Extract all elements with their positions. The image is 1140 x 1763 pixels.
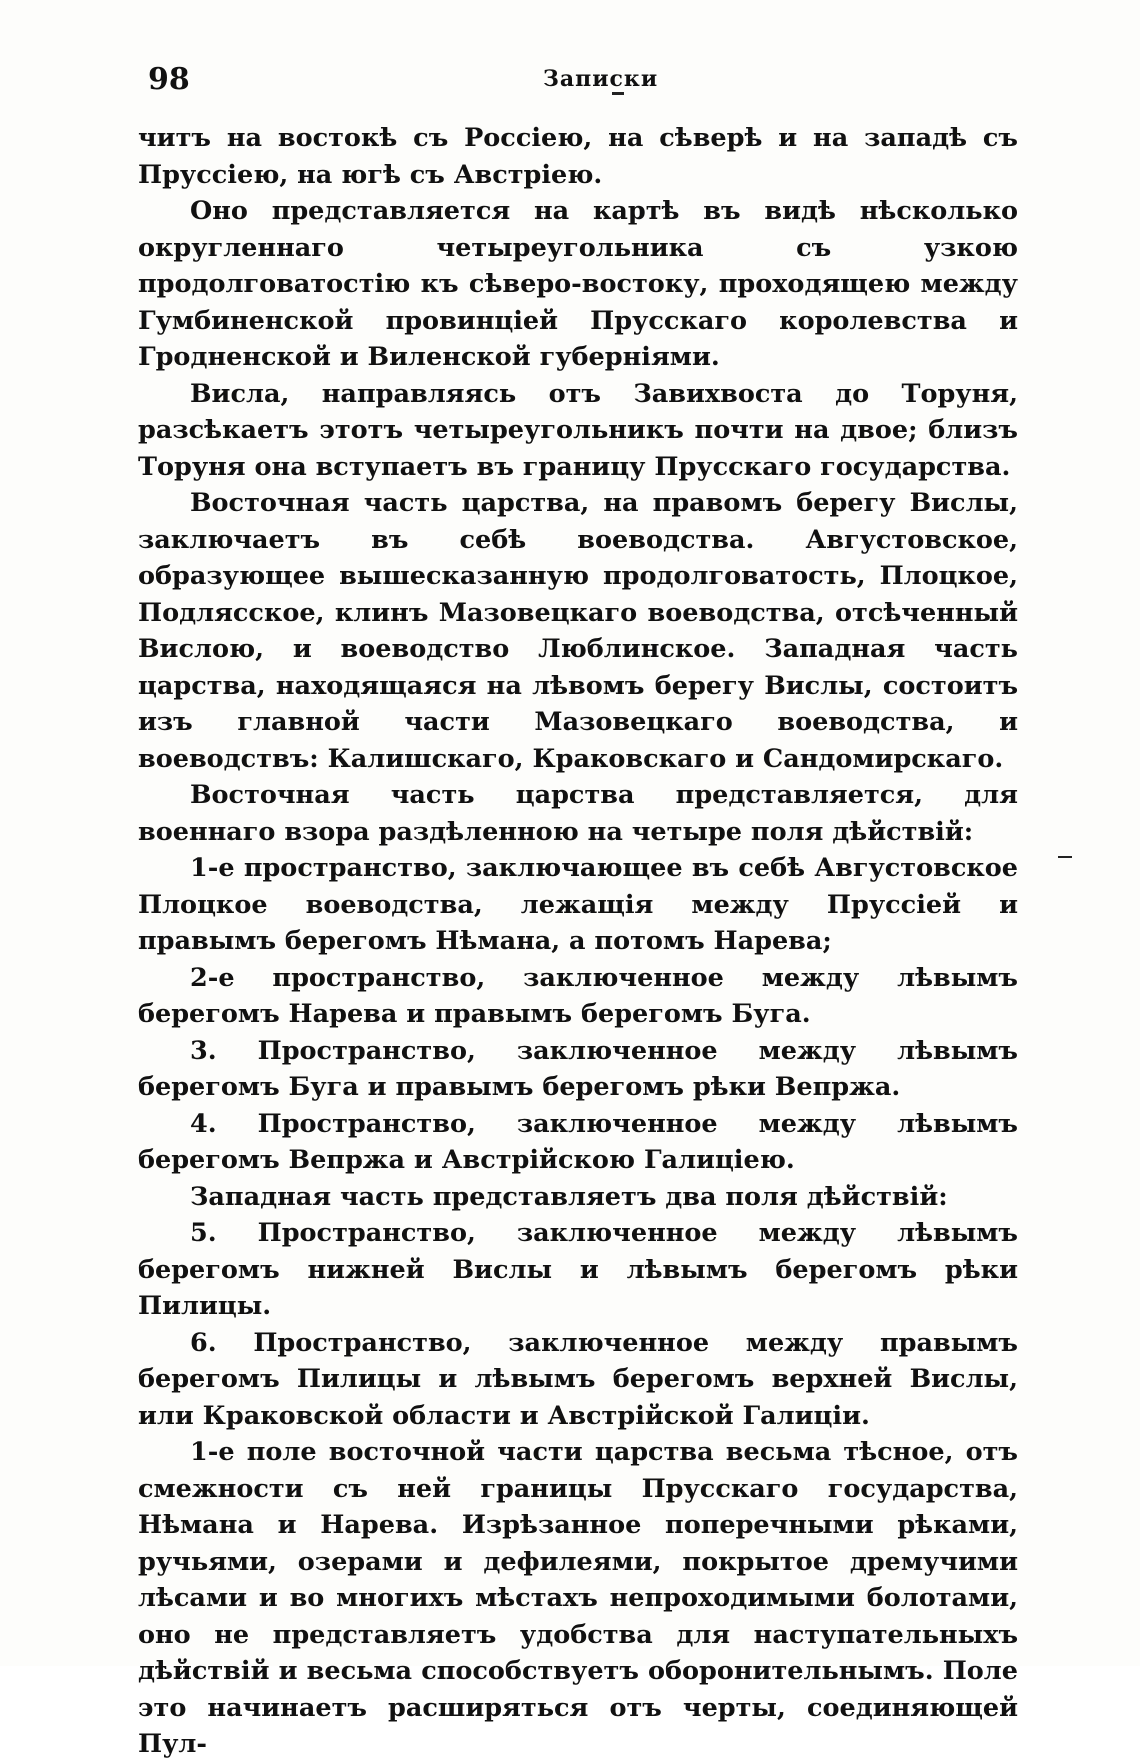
print-speck [1058, 856, 1072, 858]
paragraph: читъ на востокѣ съ Россіею, на сѣверѣ и на западѣ съ Пруссіею, на югѣ съ Австріею. [138, 123, 1018, 190]
paragraph: Оно представляется на картѣ въ видѣ нѣсколько округленнаго четыреугольника съ узкою продолговатостію къ сѣверо-востоку, проходящею между Гумбиненской провинціей Прусскаго королевства и Гродненской и Виленской губерніями. [138, 196, 1018, 372]
paragraph: 1-е поле восточной части царства весьма тѣсное, отъ смежности съ ней границы Прусскаго государства, Нѣмана и Нарева. Изрѣзанное поперечными рѣками, ручьями, озерами и дефилеями, покрытое дремучими лѣсами и во многихъ мѣстахъ непроходимыми болотами, оно не представляетъ удобства для наступательныхъ дѣйствій и весьма способствуетъ оборонительнымъ. Поле это начинаетъ расширяться отъ черты, соединяющей Пул- [138, 1437, 1018, 1759]
print-speck [612, 92, 624, 95]
paragraph: Западная часть представляетъ два поля дѣйствій: [190, 1181, 948, 1212]
paragraph: Висла, направляясь отъ Завихвоста до Торуня, разсѣкаетъ этотъ четыреугольникъ почти на двое; близъ Торуня она вступаетъ въ границу Прусскаго государства. [138, 378, 1018, 482]
paragraph: 1-е пространство, заключающее въ себѣ Августовское Плоцкое воеводства, лежащія между Пруссіей и правымъ берегомъ Нѣмана, а потомъ Нарева; [138, 853, 1018, 956]
running-title: Записки [543, 66, 659, 92]
page-number: 98 [148, 62, 190, 97]
paragraph: 2-е пространство, заключенное между лѣвымъ берегомъ Нарева и правымъ берегомъ Буга. [138, 962, 1018, 1029]
paragraph: Восточная часть царства, на правомъ берегу Вислы, заключаетъ въ себѣ воеводства. Августовское, образующее вышесказанную продолговатость, Плоцкое, Подлясское, клинъ Мазовецкаго воеводства, отсѣченный Вислою, и воеводство Люблинское. Западная часть царства, находящаяся на лѣвомъ берегу Вислы, состоитъ изъ главной части Мазовецкаго воеводства, и воеводствъ: Калишскаго, Краковскаго и Сандомирскаго. [138, 488, 1018, 774]
page-header [148, 62, 1008, 102]
paragraph: 3. Пространство, заключенное между лѣвымъ берегомъ Буга и правымъ берегомъ рѣки Вепржа. [138, 1035, 1018, 1102]
paragraph: 4. Пространство, заключенное между лѣвымъ берегомъ Вепржа и Австрійскою Галиціею. [138, 1108, 1018, 1175]
paragraph: 5. Пространство, заключенное между лѣвымъ берегомъ нижней Вислы и лѣвымъ берегомъ рѣки Пилицы. [138, 1218, 1018, 1321]
body-text [138, 120, 1018, 1763]
paragraph: Восточная часть царства представляется, для военнаго взора раздѣленною на четыре поля дѣйствій: [138, 780, 1018, 847]
paragraph: 6. Пространство, заключенное между правымъ берегомъ Пилицы и лѣвымъ берегомъ верхней Вислы, или Краковской области и Австрійской Галиціи. [138, 1327, 1018, 1431]
